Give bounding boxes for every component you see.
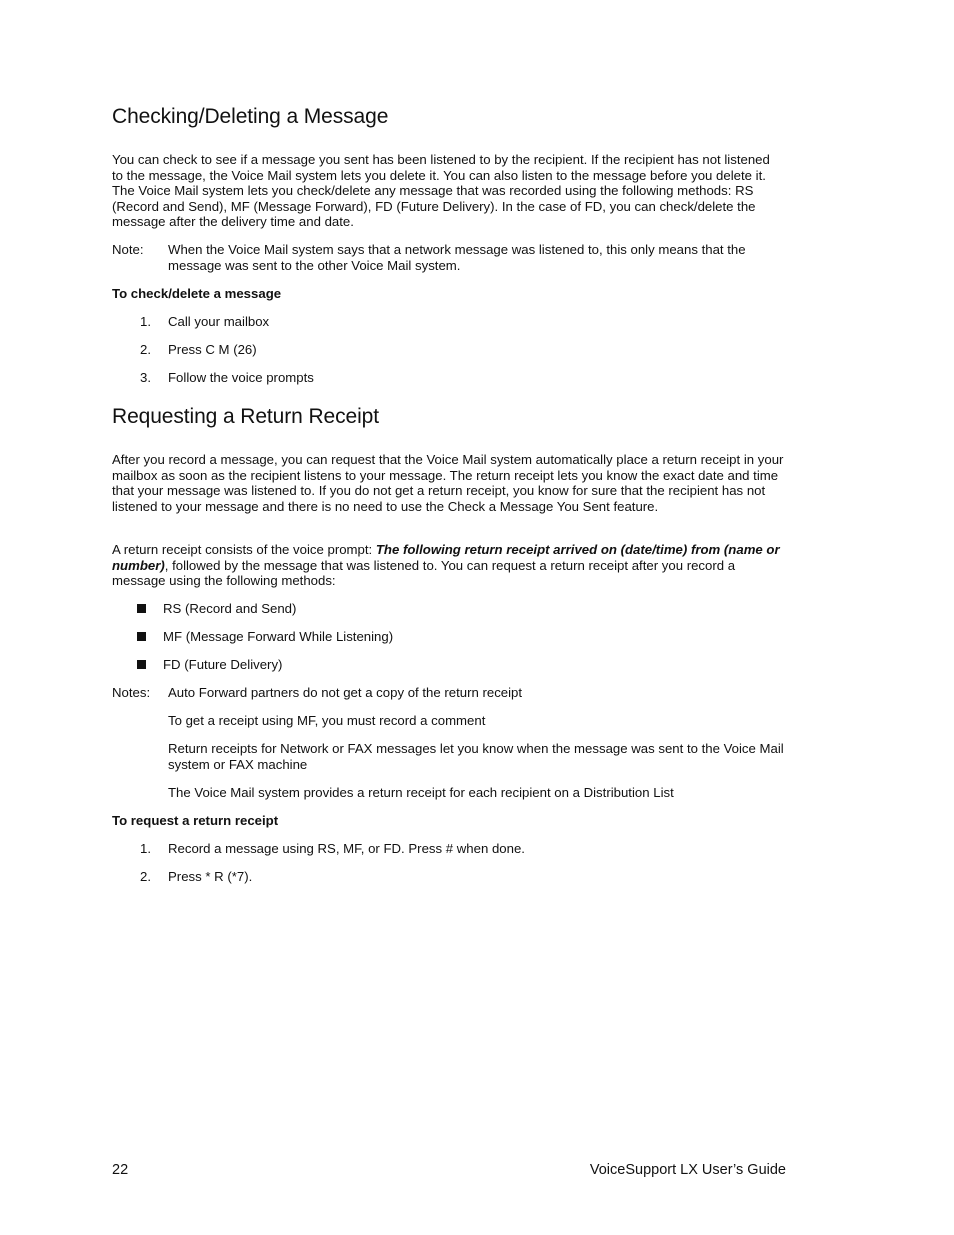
step-number: 2. <box>140 342 151 357</box>
voice-prompt-text: The following return receipt arrived on (date/time) from (name or number) <box>112 542 780 573</box>
section-heading-checking-deleting: Checking/Deleting a Message <box>112 105 389 128</box>
voice-prompt-suffix: , followed by the message that was listened to. You can request a return receipt after you record a message using the following methods: <box>112 557 736 589</box>
section-heading-return-receipt: Requesting a Return Receipt <box>112 405 379 428</box>
procedure-title-check-delete: To check/delete a message <box>112 286 282 301</box>
step-number: 3. <box>140 370 151 385</box>
note <box>112 242 784 273</box>
notes-item <box>112 685 784 701</box>
voice-prompt-paragraph <box>112 542 784 589</box>
bullet-item <box>137 629 393 645</box>
note-label: Note: <box>112 242 144 257</box>
notes-text: Auto Forward partners do not get a copy of the return receipt <box>168 685 523 700</box>
guide-title: VoiceSupport LX User’s Guide <box>589 1162 786 1178</box>
step-item <box>140 370 314 386</box>
note-text: When the Voice Mail system says that a network message was listened to, this only means that the message was sent to the other Voice Mail system. <box>168 242 746 273</box>
square-bullet-icon <box>137 604 146 613</box>
step-text: Press * R (*7). <box>168 869 253 884</box>
notes-text: Return receipts for Network or FAX messages let you know when the message was sent to the Voice Mail system or FAX machine <box>168 741 784 772</box>
step-text: Record a message using RS, MF, or FD. Press # when done. <box>168 841 525 856</box>
step-text: Press C M (26) <box>168 342 257 357</box>
notes-label: Notes: <box>112 685 151 700</box>
notes-item <box>112 785 784 801</box>
step-item <box>140 841 525 857</box>
document-page <box>112 0 784 1235</box>
notes-text: To get a receipt using MF, you must record a comment <box>168 713 486 728</box>
return-receipt-intro-paragraph: After you record a message, you can request that the Voice Mail system automatically place a return receipt in your mailbox as soon as the recipient listens to your message. The return receipt lets you know the exact date and time that your message was listened to. If you do not get a return receipt, you know for sure that the recipient has not listened to your message and there is no need to use the Check a Message You Sent feature. <box>112 452 784 514</box>
square-bullet-icon <box>137 632 146 641</box>
bullet-text: RS (Record and Send) <box>163 601 297 616</box>
square-bullet-icon <box>137 660 146 669</box>
bullet-text: MF (Message Forward While Listening) <box>163 629 394 644</box>
step-number: 1. <box>140 841 151 856</box>
bullet-item <box>137 601 296 617</box>
voice-prompt-prefix: A return receipt consists of the voice prompt: <box>112 542 376 557</box>
notes-item <box>112 713 784 729</box>
step-number: 2. <box>140 869 151 884</box>
step-item <box>140 869 252 885</box>
page-number: 22 <box>112 1162 129 1178</box>
notes-text: The Voice Mail system provides a return receipt for each recipient on a Distribution List <box>168 785 674 800</box>
step-number: 1. <box>140 314 151 329</box>
step-item <box>140 314 269 330</box>
notes-item <box>112 741 784 772</box>
procedure-title-return-receipt: To request a return receipt <box>112 813 279 828</box>
step-text: Call your mailbox <box>168 314 270 329</box>
bullet-text: FD (Future Delivery) <box>163 657 283 672</box>
checking-intro-paragraph: You can check to see if a message you sent has been listened to by the recipient. If the recipient has not listened to the message, the Voice Mail system lets you delete it. You can also listen to the message before you delete it. The Voice Mail system lets you check/delete any message that was recorded using the following methods: RS (Record and Send), MF (Message Forward), FD (Future Delivery). In the case of FD, you can check/delete the message after the delivery time and date. <box>112 152 770 230</box>
bullet-item <box>137 657 282 673</box>
step-text: Follow the voice prompts <box>168 370 314 385</box>
step-item <box>140 342 257 358</box>
